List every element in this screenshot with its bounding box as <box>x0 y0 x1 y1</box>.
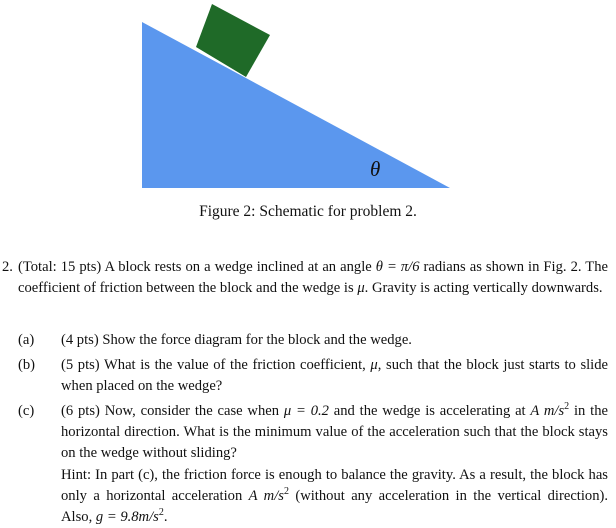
squared-exponent: 2 <box>158 507 164 519</box>
mu-symbol: μ <box>357 280 365 296</box>
part-a-label: (a) <box>18 332 35 348</box>
hint-acceleration: A m/s <box>248 488 284 504</box>
wedge <box>142 22 450 188</box>
intro-text-2: radians as shown in Fig. 2. The coefficient of friction between the block and the wedge is <box>18 259 608 296</box>
figure-caption: Figure 2: Schematic for problem 2. <box>199 203 417 220</box>
part-c-text-2: and the wedge is accelerating at <box>328 403 531 419</box>
problem-statement <box>2 257 608 299</box>
squared-exponent: 2 <box>283 486 289 498</box>
schematic-figure <box>0 0 616 200</box>
gravity-equation: g = 9.8m/s <box>95 509 159 525</box>
part-b-mu: μ <box>370 357 378 373</box>
part-c-acceleration: A m/s <box>530 403 565 419</box>
squared-exponent: 2 <box>564 401 570 413</box>
part-b-text-1: (5 pts) What is the value of the friction coefficient, <box>61 357 371 373</box>
part-c <box>18 401 608 464</box>
part-a-text: (4 pts) Show the force diagram for the block and the wedge. <box>61 332 412 348</box>
part-c-mu-equation: μ = 0.2 <box>283 403 329 419</box>
part-c-label: (c) <box>18 403 35 419</box>
part-b <box>18 355 608 397</box>
intro-text-3: . Gravity is acting vertically downwards. <box>364 280 603 296</box>
angle-label: θ <box>370 157 381 181</box>
intro-text-1: (Total: 15 pts) A block rests on a wedge inclined at an angle <box>18 259 376 275</box>
hint-text-1: Hint: In part (c), the friction force is enough to balance the gravity. As a result, the block has only a horizontal acceleration <box>61 467 608 504</box>
angle-equation: θ = π/6 <box>375 259 420 275</box>
part-a <box>18 330 608 351</box>
part-b-text-2: , such that the block just starts to slide when placed on the wedge? <box>61 357 609 394</box>
hint <box>61 465 608 528</box>
part-b-label: (b) <box>18 357 36 373</box>
hint-text-3: . <box>163 509 168 525</box>
hint-text-2: (without any acceleration in the vertical direction). Also, <box>61 488 609 525</box>
part-c-text-3: in the horizontal direction. What is the minimum value of the acceleration such that the block stays on the wedge without sliding? <box>61 403 608 461</box>
part-c-text-1: (6 pts) Now, consider the case when <box>61 403 284 419</box>
problem-number: 2. <box>2 259 13 275</box>
